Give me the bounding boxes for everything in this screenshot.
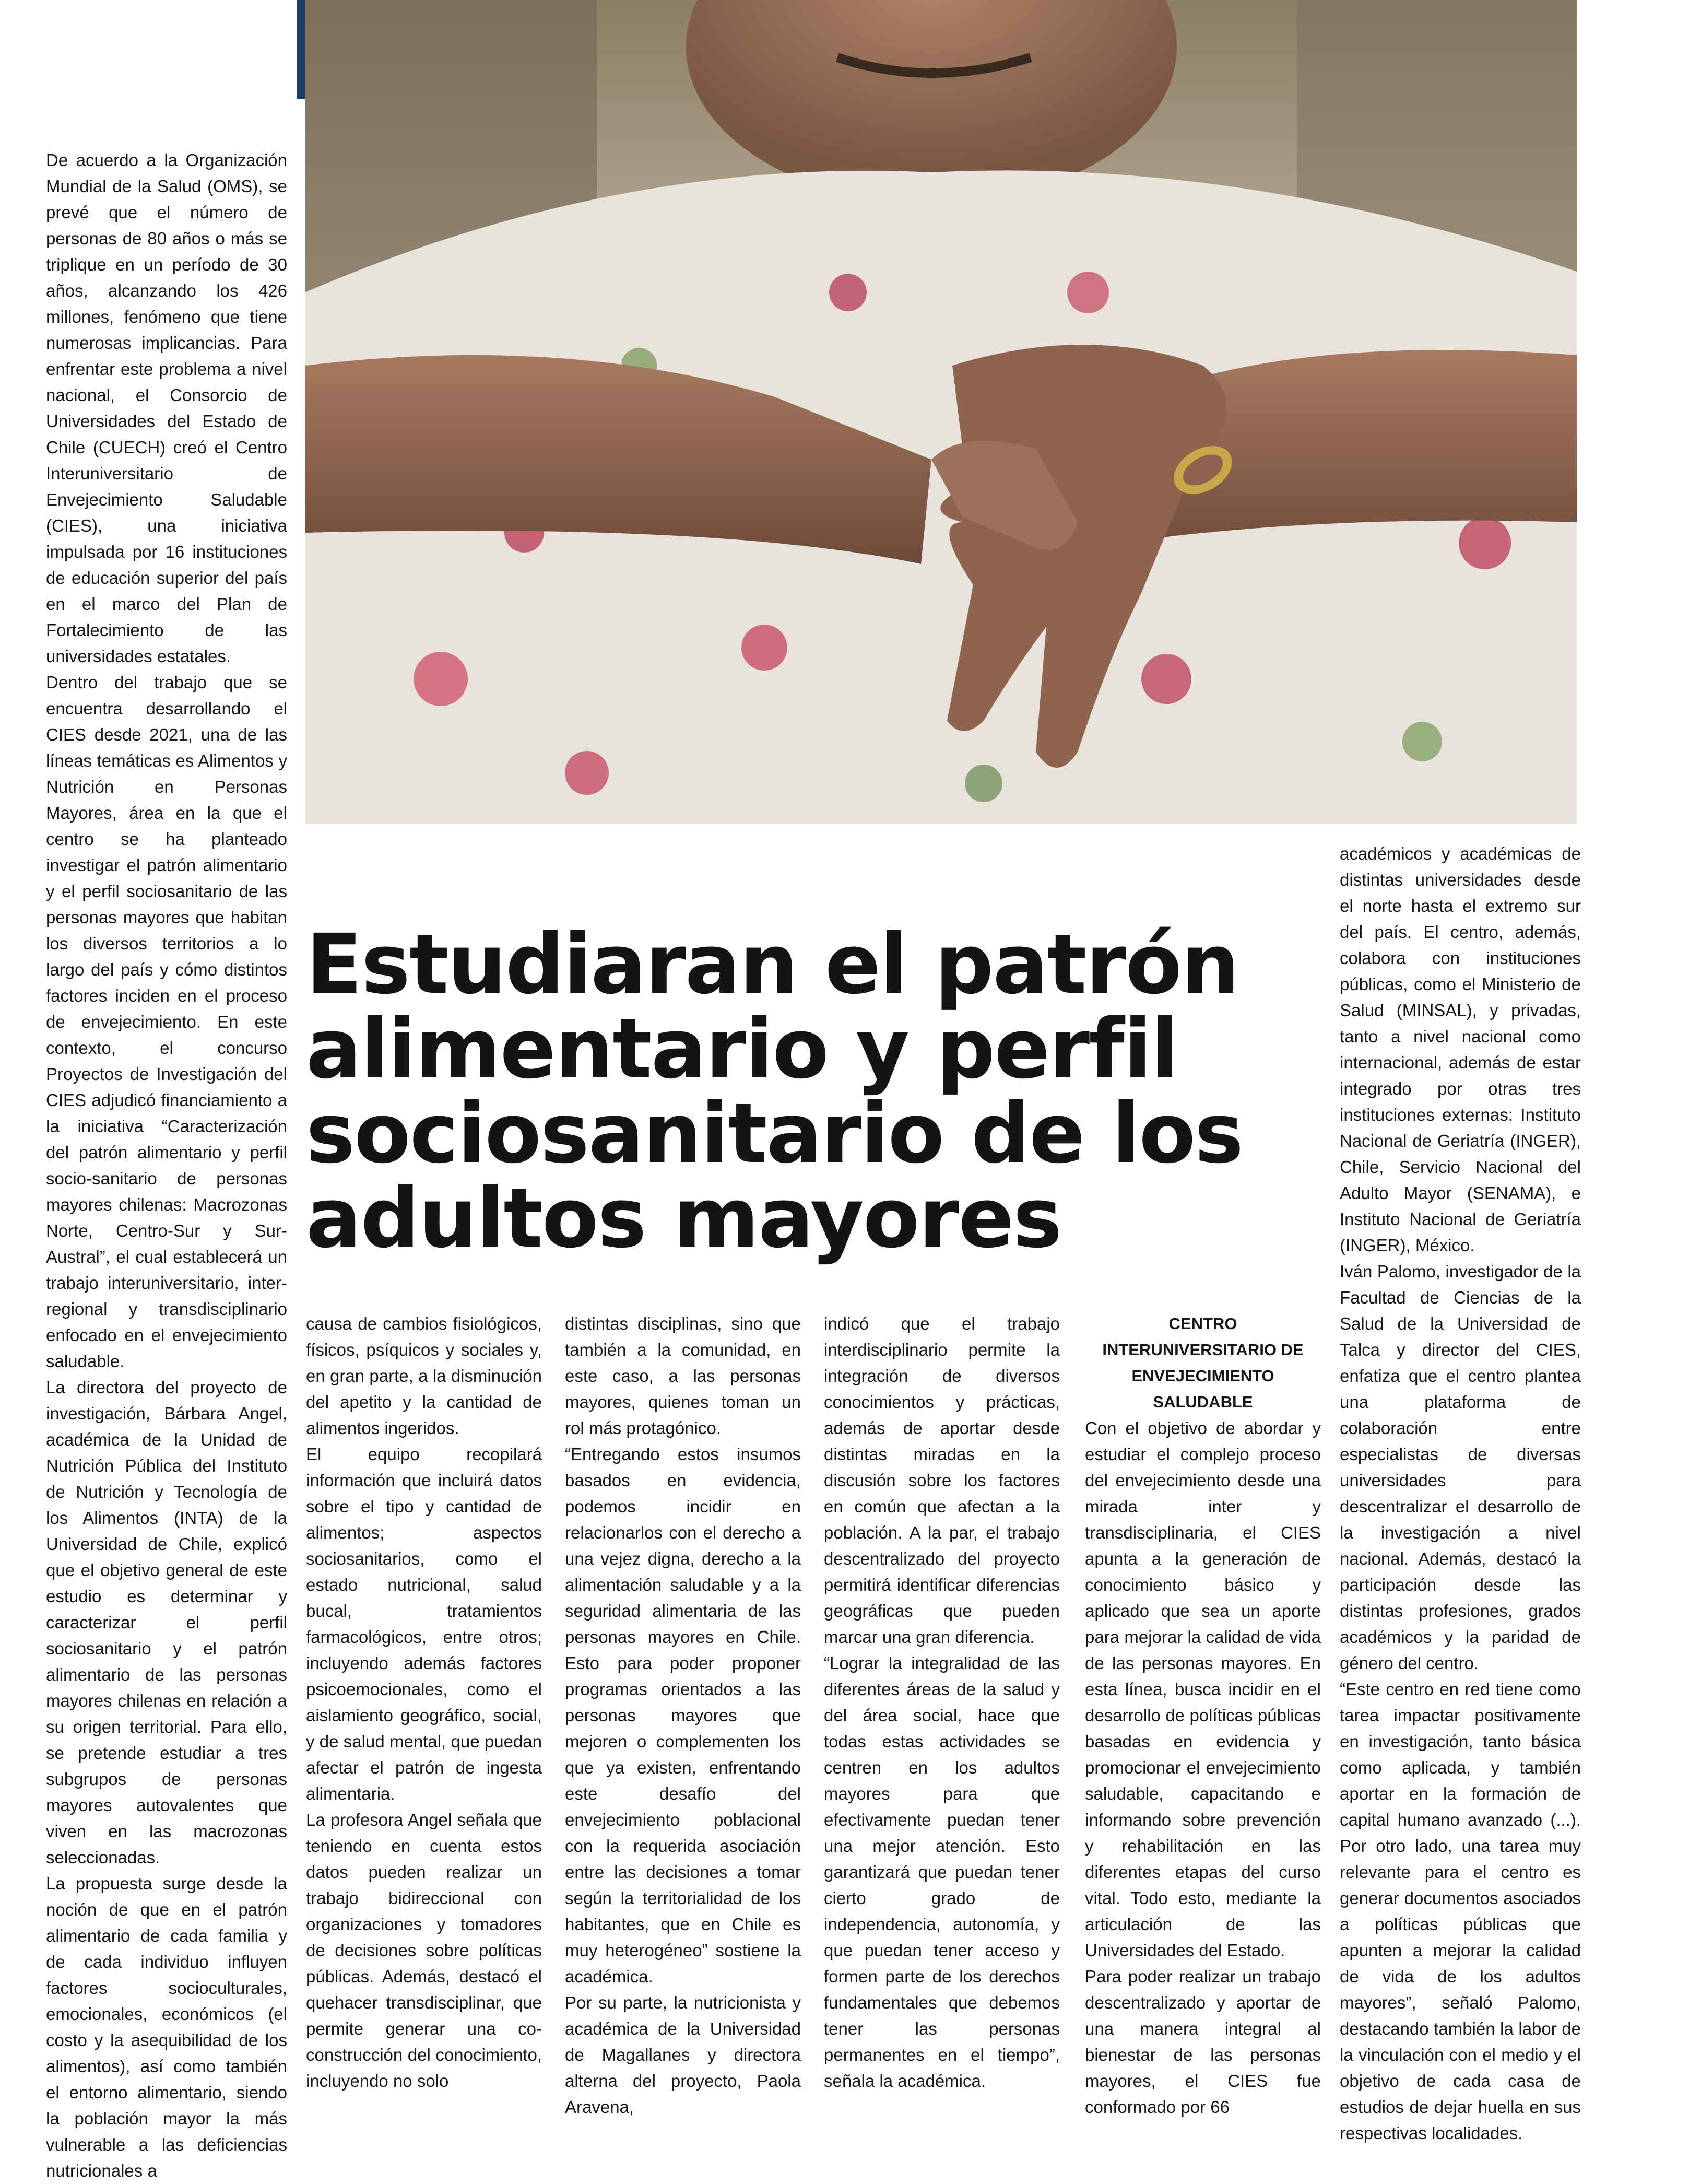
article-paragraph: “Lograr la integralidad de las diferentes áreas de la salud y del área social, hace que todas estas actividades se centren en los adultos mayores para que efectivamente puedan tener una mejor atención. Esto garantizará que puedan tener cierto grado de independencia, autonomía, y que puedan tener acceso y formen parte de los derechos fundamentales que debemos tener las personas permanentes en el tiempo”, señala la académica. — [824, 1653, 1060, 2091]
article-paragraph: indicó que el trabajo interdisciplinario permite la integración de diversos conocimientos y prácticas, además de aportar desde distintas miradas en la discusión sobre los factores en común que afectan a la población. A la par, el trabajo descentralizado del proyecto permitirá identificar diferencias geográficas que pueden marcar una gran diferencia. — [824, 1314, 1060, 1647]
section-subheading: CENTRO INTERUNIVERSITARIO DE ENVEJECIMIENTO SALUDABLE — [1102, 1314, 1304, 1411]
article-column-4 — [824, 1311, 1060, 2094]
article-paragraph: Por su parte, la nutricionista y académica de la Universidad de Magallanes y directora alterna del proyecto, Paola Aravena, — [565, 1993, 801, 2117]
article-column-6 — [1340, 841, 1581, 2146]
article-paragraph: “Entregando estos insumos basados en evidencia, podemos incidir en relacionarlos con el derecho a una vejez digna, derecho a la alimentación saludable y a la seguridad alimentaria de las personas mayores en Chile. Esto para poder proponer programas orientados a las personas mayores que mejoren o complementen los que ya existen, enfrentando este desafío del envejecimiento poblacional con la requerida asociación entre las decisiones a tomar según la territorialidad de los habitantes, que en Chile es muy heterogéneo” sostiene la académica. — [565, 1445, 801, 1986]
article-paragraph: La propuesta surge desde la noción de que en el patrón alimentario de cada familia y de cada individuo influyen factores socioculturales, emocionales, económicos (el costo y la asequibilidad de los alimentos), así como también el entorno alimentario, siendo la población mayor la más vulnerable a las deficiencias nutricionales a — [46, 1874, 287, 2180]
article-column-5 — [1085, 1311, 1321, 2120]
article-paragraph: Con el objetivo de abordar y estudiar el complejo proceso del envejecimiento desde una mirada inter y transdisciplinaria, el CIES apunta a la generación de conocimiento básico y aplicado que sea un aporte para mejorar la calidad de vida de las personas mayores. En esta línea, busca incidir en el desarrollo de políticas públicas basadas en evidencia y promocionar el envejecimiento saludable, capacitando e informando sobre prevención y rehabilitación en las diferentes etapas del curso vital. Todo esto, mediante la articulación de las Universidades del Estado. — [1085, 1418, 1321, 1960]
article-column-2 — [306, 1311, 542, 2094]
article-paragraph: De acuerdo a la Organización Mundial de la Salud (OMS), se prevé que el número de personas de 80 años o más se triplique en un período de 30 años, alcanzando los 426 millones, fenómeno que tiene numerosas implicancias. Para enfrentar este problema a nivel nacional, el Consorcio de Universidades del Estado de Chile (CUECH) creó el Centro Interuniversitario de Envejecimiento Saludable (CIES), una iniciativa impulsada por 16 instituciones de educación superior del país en el marco del Plan de Fortalecimiento de las universidades estatales. — [46, 150, 287, 666]
article-paragraph: “Este centro en red tiene como tarea impactar positivamente en investigación, tanto básica como aplicada, y también aportar en la formación de capital humano avanzado (...). Por otro lado, una tarea muy relevante para el centro es generar documentos asociados a políticas públicas que apunten a mejorar la calidad de vida de los adultos mayores”, señaló Palomo, destacando también la labor de la vinculación con el medio y el objetivo de cada casa de estudios de dejar huella en sus respectivas localidades. — [1340, 1680, 1581, 2143]
article-paragraph: Para poder realizar un trabajo descentralizado y aportar de una manera integral al bienestar de las personas mayores, el CIES fue conformado por 66 — [1085, 1967, 1321, 2117]
article-paragraph: La profesora Angel señala que teniendo en cuenta estos datos pueden realizar un trabajo bidireccional con organizaciones y tomadores de decisiones sobre políticas públicas. Además, destacó el quehacer transdisciplinar, que permite generar una co-construcción del conocimiento, incluyendo no solo — [306, 1810, 542, 2091]
article-paragraph: Dentro del trabajo que se encuentra desarrollando el CIES desde 2021, una de las líneas temáticas es Alimentos y Nutrición en Personas Mayores, área en la que el centro se ha planteado investigar el patrón alimentario y el perfil sociosanitario de las personas mayores que habitan los diversos territorios a lo largo del país y cómo distintos factores inciden en el proceso de envejecimiento. En este contexto, el concurso Proyectos de Investigación del CIES adjudicó financiamiento a la iniciativa “Caracterización del patrón alimentario y perfil socio-sanitario de personas mayores chilenas: Macrozonas Norte, Centro-Sur y Sur-Austral”, el cual establecerá un trabajo interuniversitario, inter-regional y transdisciplinario enfocado en el envejecimiento saludable. — [46, 673, 287, 1371]
article-column-1 — [46, 147, 287, 2184]
article-paragraph: académicos y académicas de distintas universidades desde el norte hasta el extremo sur del país. El centro, además, colabora con instituciones públicas, como el Ministerio de Salud (MINSAL), y privadas, tanto a nivel nacional como internacional, además de estar integrado por otras tres instituciones externas: Instituto Nacional de Geriatría (INGER), Chile, Servicio Nacional del Adulto Mayor (SENAMA), e Instituto Nacional de Geriatría (INGER), México. — [1340, 844, 1581, 1255]
article-column-3 — [565, 1311, 801, 2120]
article-paragraph: causa de cambios fisiológicos, físicos, psíquicos y sociales y, en gran parte, a la disminución del apetito y la cantidad de alimentos ingeridos. — [306, 1314, 542, 1438]
photo-illustration — [305, 0, 1577, 824]
article-headline: Estudiaran el patrón alimentario y perfil sociosanitario de los adultos mayores — [306, 916, 1243, 1266]
hero-photo-elderly-hands — [305, 0, 1577, 824]
article-paragraph: Iván Palomo, investigador de la Facultad de Ciencias de la Salud de la Universidad de Talca y director del CIES, enfatiza que el centro plantea una plataforma de colaboración entre especialistas de diversas universidades para descentralizar el desarrollo de la investigación a nivel nacional. Además, destacó la participación desde las distintas profesiones, grados académicos y la paridad de género del centro. — [1340, 1262, 1581, 1673]
article-paragraph: El equipo recopilará información que incluirá datos sobre el tipo y cantidad de alimentos; aspectos sociosanitarios, como el estado nutricional, salud bucal, tratamientos farmacológicos, entre otros; incluyendo además factores psicoemocionales, como el aislamiento geográfico, social, y de salud mental, que puedan afectar el patrón de ingesta alimentaria. — [306, 1445, 542, 1803]
article-paragraph: La directora del proyecto de investigación, Bárbara Angel, académica de la Unidad de Nutrición Pública del Instituto de Nutrición y Tecnología de los Alimentos (INTA) de la Universidad de Chile, explicó que el objetivo general de este estudio es determinar y caracterizar el perfil sociosanitario y el patrón alimentario de las personas mayores chilenas en relación a su origen territorial. Para ello, se pretende estudiar a tres subgrupos de personas mayores autovalentes que viven en las macrozonas seleccionadas. — [46, 1378, 287, 1867]
article-paragraph: distintas disciplinas, sino que también a la comunidad, en este caso, a las personas mayores, quienes toman un rol más protagónico. — [565, 1314, 801, 1438]
